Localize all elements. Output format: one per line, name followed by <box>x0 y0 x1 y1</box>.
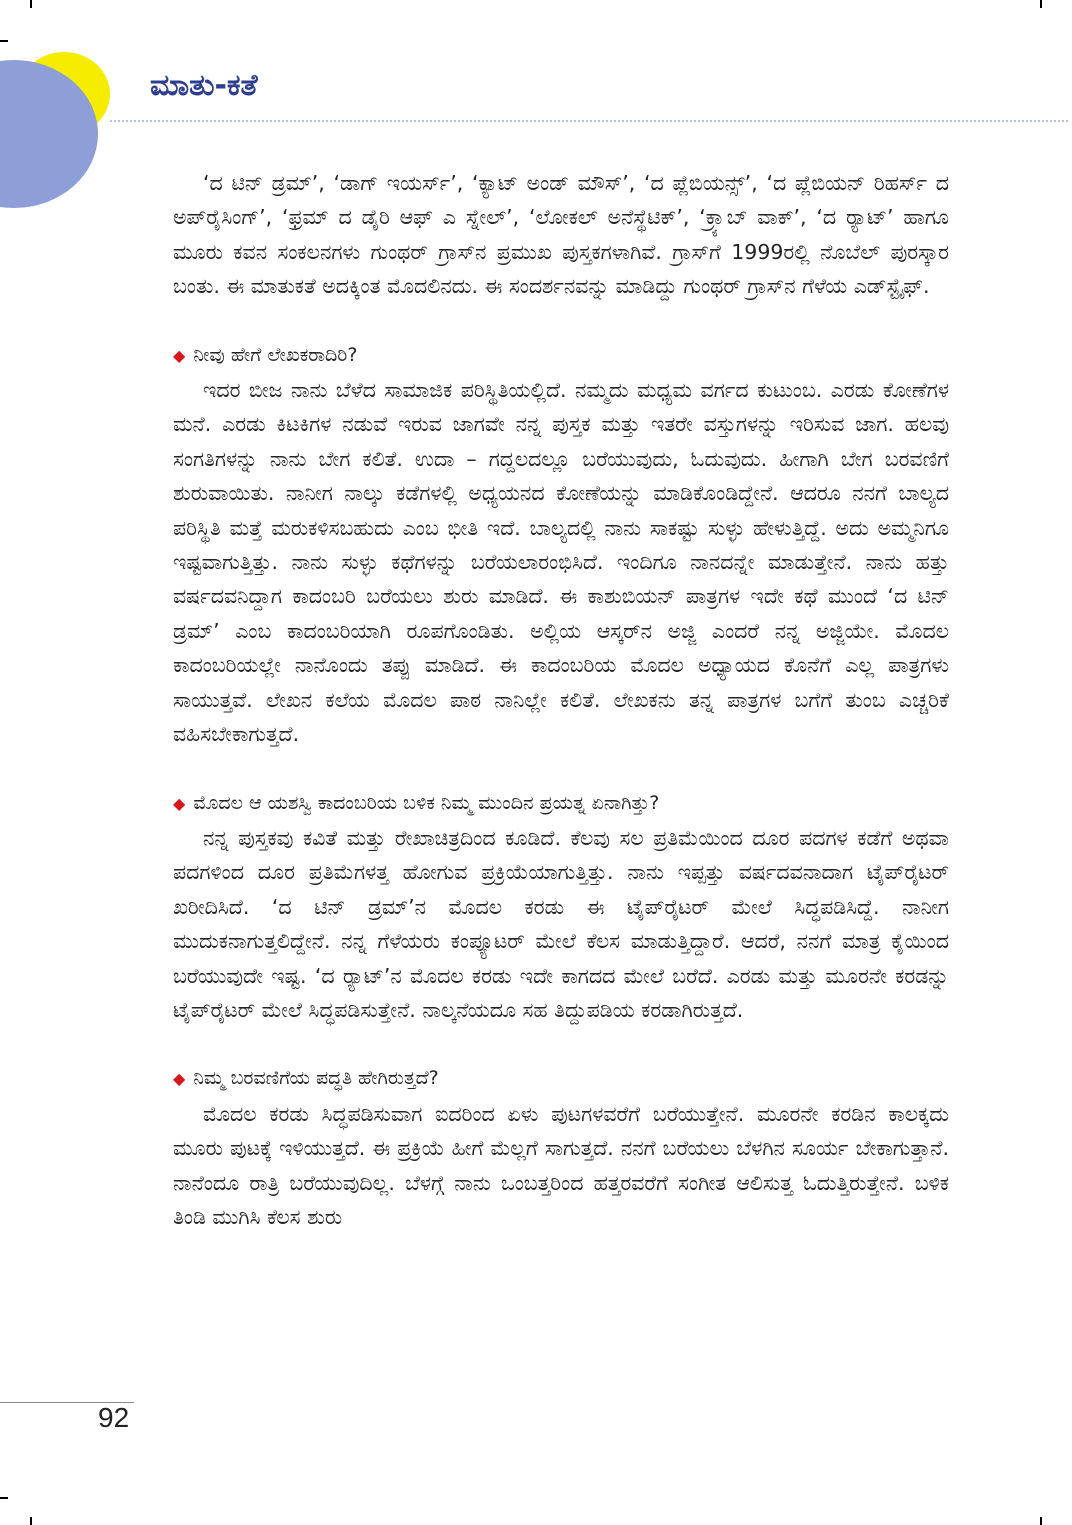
question-1-text: ನೀವು ಹೇಗೆ ಲೇಖಕರಾದಿರಿ? <box>193 343 358 366</box>
crop-mark-bottom-left <box>30 1517 32 1525</box>
diamond-bullet-icon: ◆ <box>173 345 186 365</box>
answer-3: ಮೊದಲ ಕರಡು ಸಿದ್ಧಪಡಿಸುವಾಗ ಐದರಿಂದ ಏಳು ಪುಟಗಳವರೆಗೆ ಬರೆಯುತ್ತೇನೆ. ಮೂರನೇ ಕರಡಿನ ಕಾಲಕ್ಕದು ಮೂರು ಪುಟಕ್ಕೆ ಇಳಿಯುತ್ತದೆ. ಈ ಪ್ರಕ್ರಿಯೆ ಹೀಗೆ ಮೆಲ್ಲಗೆ ಸಾಗುತ್ತದೆ. ನನಗೆ ಬರೆಯಲು ಬೆಳಗಿನ ಸೂರ್ಯ ಬೇಕಾಗುತ್ತಾನೆ. ನಾನೆಂದೂ ರಾತ್ರಿ ಬರೆಯುವುದಿಲ್ಲ. ಬೆಳಗ್ಗೆ ನಾನು ಒಂಬತ್ತರಿಂದ ಹತ್ತರವರೆಗೆ ಸಂಗೀತ ಆಲಿಸುತ್ತ ಓದುತ್ತಿರುತ್ತೇನೆ. ಬಳಿಕ ತಿಂಡಿ ಮುಗಿಸಿ ಕೆಲಸ ಶುರು <box>173 1101 949 1229</box>
crop-mark-top-left <box>30 0 32 8</box>
article-body <box>173 166 949 1234</box>
answer-2: ನನ್ನ ಪುಸ್ತಕವು ಕವಿತೆ ಮತ್ತು ರೇಖಾಚಿತ್ರದಿಂದ ಕೂಡಿದೆ. ಕೆಲವು ಸಲ ಪ್ರತಿಮೆಯಿಂದ ದೂರ ಪದಗಳ ಕಡೆಗೆ ಅಥವಾ ಪದಗಳಿಂದ ದೂರ ಪ್ರತಿಮೆಗಳತ್ತ ಹೋಗುವ ಪ್ರಕ್ರಿಯೆಯಾಗುತ್ತಿತ್ತು. ನಾನು ಇಪ್ಪತ್ತು ವರ್ಷದವನಾದಾಗ ಟೈಪ್‌ರೈಟರ್ ಖರೀದಿಸಿದೆ. ‘ದ ಟಿನ್ ಡ್ರಮ್’ನ ಮೊದಲ ಕರಡು ಈ ಟೈಪ್‌ರೈಟರ್ ಮೇಲೆ ಸಿದ್ಧಪಡಿಸಿದ್ದೆ. ನಾನೀಗ ಮುದುಕನಾಗುತ್ತಲಿದ್ದೇನೆ. ನನ್ನ ಗೆಳೆಯರು ಕಂಪ್ಯೂಟರ್ ಮೇಲೆ ಕೆಲಸ ಮಾಡುತ್ತಿದ್ದಾರೆ. ಆದರೆ, ನನಗೆ ಮಾತ್ರ ಕೈಯಿಂದ ಬರೆಯುವುದೇ ಇಷ್ಟ. ‘ದ ರ್‍ಯಾಟ್’ನ ಮೊದಲ ಕರಡು ಇದೇ ಕಾಗದದ ಮೇಲೆ ಬರೆದೆ. ಎರಡು ಮತ್ತು ಮೂರನೇ ಕರಡನ್ನು ಟೈಪ್‌ರೈಟರ್ ಮೇಲೆ ಸಿದ್ಧಪಡಿಸುತ್ತೇನೆ. ನಾಲ್ಕನೆಯದೂ ಸಹ ತಿದ್ದುಪಡಿಯ ಕರಡಾಗಿರುತ್ತದೆ. <box>173 825 949 1022</box>
diamond-bullet-icon: ◆ <box>173 793 186 813</box>
crop-mark-left-bottom <box>0 1497 8 1499</box>
qa-block-3 <box>173 1061 949 1234</box>
crop-mark-left-top <box>0 40 8 42</box>
diamond-bullet-icon: ◆ <box>173 1069 186 1089</box>
answer-1: ಇದರ ಬೀಜ ನಾನು ಬೆಳೆದ ಸಾಮಾಜಿಕ ಪರಿಸ್ಥಿತಿಯಲ್ಲಿದೆ. ನಮ್ಮದು ಮಧ್ಯಮ ವರ್ಗದ ಕುಟುಂಬ. ಎರಡು ಕೋಣೆಗಳ ಮನೆ. ಎರಡು ಕಿಟಕಿಗಳ ನಡುವೆ ಇರುವ ಜಾಗವೇ ನನ್ನ ಪುಸ್ತಕ ಮತ್ತು ಇತರೇ ವಸ್ತುಗಳನ್ನು ಇರಿಸುವ ಜಾಗ. ಹಲವು ಸಂಗತಿಗಳನ್ನು ನಾನು ಬೇಗ ಕಲಿತೆ. ಉದಾ – ಗದ್ದಲದಲ್ಲೂ ಬರೆಯುವುದು, ಓದುವುದು. ಹೀಗಾಗಿ ಬೇಗ ಬರವಣಿಗೆ ಶುರುವಾಯಿತು. ನಾನೀಗ ನಾಲ್ಕು ಕಡೆಗಳಲ್ಲಿ ಅಧ್ಯಯನದ ಕೋಣೆಯನ್ನು ಮಾಡಿಕೊಂಡಿದ್ದೇನೆ. ಆದರೂ ನನಗೆ ಬಾಲ್ಯದ ಪರಿಸ್ಥಿತಿ ಮತ್ತೆ ಮರುಕಳಿಸಬಹುದು ಎಂಬ ಭೀತಿ ಇದೆ. ಬಾಲ್ಯದಲ್ಲಿ ನಾನು ಸಾಕಷ್ಟು ಸುಳ್ಳು ಹೇಳುತ್ತಿದ್ದೆ. ಅದು ಅಮ್ಮನಿಗೂ ಇಷ್ಟವಾಗುತ್ತಿತ್ತು. ನಾನು ಸುಳ್ಳು ಕಥೆಗಳನ್ನು ಬರೆಯಲಾರಂಭಿಸಿದೆ. ಇಂದಿಗೂ ನಾನದನ್ನೇ ಮಾಡುತ್ತೇನೆ. ನಾನು ಹತ್ತು ವರ್ಷದವನಿದ್ದಾಗ ಕಾದಂಬರಿ ಬರೆಯಲು ಶುರು ಮಾಡಿದೆ. ಈ ಕಾಶುಬಿಯನ್ ಪಾತ್ರಗಳ ಇದೇ ಕಥೆ ಮುಂದೆ ‘ದ ಟಿನ್ ಡ್ರಮ್’ ಎಂಬ ಕಾದಂಬರಿಯಾಗಿ ರೂಪಗೊಂಡಿತು. ಅಲ್ಲಿಯ ಆಸ್ಕರ್‌ನ ಅಜ್ಜಿ ಎಂದರೆ ನನ್ನ ಅಜ್ಜಿಯೇ. ಮೊದಲ ಕಾದಂಬರಿಯಲ್ಲೇ ನಾನೊಂದು ತಪ್ಪು ಮಾಡಿದೆ. ಈ ಕಾದಂಬರಿಯ ಮೊದಲ ಅಧ್ಯಾಯದ ಕೊನೆಗೆ ಎಲ್ಲ ಪಾತ್ರಗಳು ಸಾಯುತ್ತವೆ. ಲೇಖನ ಕಲೆಯ ಮೊದಲ ಪಾಠ ನಾನಿಲ್ಲೇ ಕಲಿತೆ. ಲೇಖಕನು ತನ್ನ ಪಾತ್ರಗಳ ಬಗೆಗೆ ತುಂಬ ಎಚ್ಚರಿಕೆ ವಹಿಸಬೇಕಾಗುತ್ತದೆ. <box>173 378 949 747</box>
dotted-divider <box>110 120 1068 122</box>
page-number: 92 <box>98 1402 130 1433</box>
question-2 <box>173 786 949 821</box>
question-1 <box>173 338 949 373</box>
qa-block-2 <box>173 786 949 1028</box>
intro-paragraph: ‘ದ ಟಿನ್ ಡ್ರಮ್’, ‘ಡಾಗ್ ಇಯರ್ಸ್’, ‘ಕ್ಯಾಟ್ ಅಂಡ್ ಮೌಸ್’, ‘ದ ಪ್ಲೆಬಿಯನ್ಸ್’, ‘ದ ಪ್ಲೆಬಿಯನ್ ರಿಹರ್ಸ್ ದ ಅಪ್‌ರೈಸಿಂಗ್’, ‘ಫ್ರಮ್ ದ ಡೈರಿ ಆಫ್ ಎ ಸ್ನೇಲ್’, ‘ಲೋಕಲ್ ಅನೆಸ್ಥೆಟಿಕ್’, ‘ಕ್ರ್ಯಾಬ್ ವಾಕ್’, ‘ದ ರ್‍ಯಾಟ್’ ಹಾಗೂ ಮೂರು ಕವನ ಸಂಕಲನಗಳು ಗುಂಥರ್ ಗ್ರಾಸ್‌ನ ಪ್ರಮುಖ ಪುಸ್ತಕಗಳಾಗಿವೆ. ಗ್ರಾಸ್‌ಗೆ 1999ರಲ್ಲಿ ನೊಬೆಲ್ ಪುರಸ್ಕಾರ ಬಂತು. ಈ ಮಾತುಕತೆ ಅದಕ್ಕಿಂತ ಮೊದಲಿನದು. ಈ ಸಂದರ್ಶನವನ್ನು ಮಾಡಿದ್ದು ಗುಂಥರ್ ಗ್ರಾಸ್‌ನ ಗೆಳೆಯ ಎಡ್‌ಸ್ಟೈಫ್. <box>173 171 949 299</box>
question-2-text: ಮೊದಲ ಆ ಯಶಸ್ವಿ ಕಾದಂಬರಿಯ ಬಳಿಕ ನಿಮ್ಮ ಮುಂದಿನ ಪ್ರಯತ್ನ ಏನಾಗಿತ್ತು? <box>193 791 660 814</box>
crop-mark-bottom-right <box>1040 1517 1042 1525</box>
question-3 <box>173 1061 949 1096</box>
section-title: ಮಾತು-ಕತೆ <box>150 68 258 103</box>
crop-mark-top-right <box>1040 0 1042 8</box>
question-3-text: ನಿಮ್ಮ ಬರವಣಿಗೆಯ ಪದ್ಧತಿ ಹೇಗಿರುತ್ತದೆ? <box>193 1067 439 1090</box>
qa-block-1 <box>173 338 949 752</box>
